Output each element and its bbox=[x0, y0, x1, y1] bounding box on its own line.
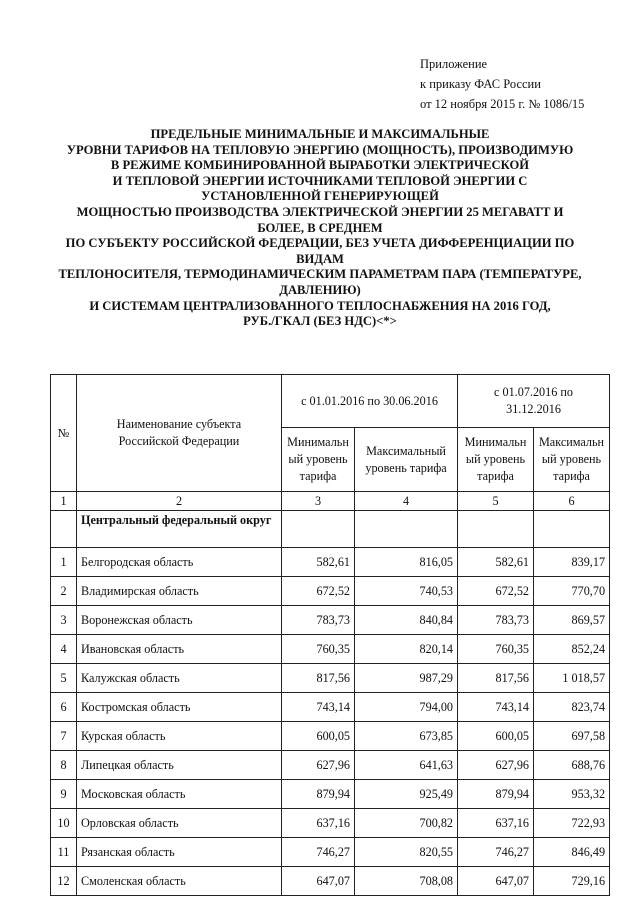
subject-name: Рязанская область bbox=[77, 838, 282, 867]
min-tariff-first-half: 600,05 bbox=[282, 722, 355, 751]
federal-district-name: Центральный федеральный округ bbox=[77, 511, 282, 548]
row-number: 12 bbox=[51, 867, 77, 896]
table-row bbox=[51, 577, 610, 606]
table-row bbox=[51, 693, 610, 722]
title-line: МОЩНОСТЬЮ ПРОИЗВОДСТВА ЭЛЕКТРИЧЕСКОЙ ЭНЕРГИИ 25 МЕГАВАТТ И bbox=[76, 204, 564, 219]
row-number: 5 bbox=[51, 664, 77, 693]
row-number: 10 bbox=[51, 809, 77, 838]
table-row bbox=[51, 867, 610, 896]
column-number-row bbox=[51, 492, 610, 511]
max-tariff-first-half: 987,29 bbox=[355, 664, 458, 693]
title-line: ПРЕДЕЛЬНЫЕ МИНИМАЛЬНЫЕ И МАКСИМАЛЬНЫЕ bbox=[150, 127, 490, 141]
max-tariff-first-half: 700,82 bbox=[355, 809, 458, 838]
table-row bbox=[51, 606, 610, 635]
max-tariff-first-half: 925,49 bbox=[355, 780, 458, 809]
max-tariff-second-half: 852,24 bbox=[534, 635, 610, 664]
row-number: 1 bbox=[51, 548, 77, 577]
row-number: 8 bbox=[51, 751, 77, 780]
max-tariff-first-half: 740,53 bbox=[355, 577, 458, 606]
min-tariff-second-half: 647,07 bbox=[458, 867, 534, 896]
subject-name: Орловская область bbox=[77, 809, 282, 838]
max-tariff-first-half: 820,55 bbox=[355, 838, 458, 867]
min-tariff-first-half: 672,52 bbox=[282, 577, 355, 606]
row-number: 3 bbox=[51, 606, 77, 635]
empty-cell bbox=[282, 511, 355, 548]
order-date-number: от 12 ноября 2015 г. № 1086/15 bbox=[420, 97, 585, 111]
title-line: РУБ./ГКАЛ (БЕЗ НДС)<*> bbox=[243, 314, 397, 329]
header-max-first-half: Максимальный уровень тарифа bbox=[355, 428, 458, 492]
min-tariff-second-half: 760,35 bbox=[458, 635, 534, 664]
min-tariff-first-half: 783,73 bbox=[282, 606, 355, 635]
max-tariff-second-half: 953,32 bbox=[534, 780, 610, 809]
row-number: 4 bbox=[51, 635, 77, 664]
title-line: И СИСТЕМАМ ЦЕНТРАЛИЗОВАННОГО ТЕПЛОСНАБЖЕНИЯ НА 2016 ГОД, bbox=[89, 298, 551, 313]
row-number: 6 bbox=[51, 693, 77, 722]
header-number: № bbox=[51, 375, 77, 492]
subject-name: Ивановская область bbox=[77, 635, 282, 664]
subject-name: Белгородская область bbox=[77, 548, 282, 577]
title-line: В РЕЖИМЕ КОМБИНИРОВАННОЙ ВЫРАБОТКИ ЭЛЕКТРИЧЕСКОЙ bbox=[110, 158, 530, 173]
min-tariff-first-half: 879,94 bbox=[282, 780, 355, 809]
min-tariff-second-half: 746,27 bbox=[458, 838, 534, 867]
column-number: 6 bbox=[534, 492, 610, 511]
max-tariff-second-half: 729,16 bbox=[534, 867, 610, 896]
title-line: ПО СУБЪЕКТУ РОССИЙСКОЙ ФЕДЕРАЦИИ, БЕЗ УЧЕТА ДИФФЕРЕНЦИАЦИИ ПО bbox=[65, 236, 575, 251]
header-row-periods bbox=[51, 375, 610, 428]
district-number-cell bbox=[51, 511, 77, 548]
min-tariff-first-half: 647,07 bbox=[282, 867, 355, 896]
table-row bbox=[51, 838, 610, 867]
max-tariff-second-half: 869,57 bbox=[534, 606, 610, 635]
min-tariff-second-half: 783,73 bbox=[458, 606, 534, 635]
title-line: УСТАНОВЛЕННОЙ ГЕНЕРИРУЮЩЕЙ bbox=[201, 189, 439, 204]
empty-cell bbox=[534, 511, 610, 548]
min-tariff-second-half: 817,56 bbox=[458, 664, 534, 693]
min-tariff-first-half: 817,56 bbox=[282, 664, 355, 693]
row-number: 7 bbox=[51, 722, 77, 751]
column-number: 5 bbox=[458, 492, 534, 511]
column-number: 2 bbox=[77, 492, 282, 511]
max-tariff-first-half: 820,14 bbox=[355, 635, 458, 664]
subject-name: Московская область bbox=[77, 780, 282, 809]
empty-cell bbox=[458, 511, 534, 548]
subject-name: Липецкая область bbox=[77, 751, 282, 780]
max-tariff-first-half: 794,00 bbox=[355, 693, 458, 722]
max-tariff-first-half: 816,05 bbox=[355, 548, 458, 577]
column-number: 3 bbox=[282, 492, 355, 511]
max-tariff-second-half: 722,93 bbox=[534, 809, 610, 838]
table-row bbox=[51, 722, 610, 751]
max-tariff-second-half: 823,74 bbox=[534, 693, 610, 722]
document-title bbox=[40, 127, 600, 330]
subject-name: Воронежская область bbox=[77, 606, 282, 635]
max-tariff-second-half: 839,17 bbox=[534, 548, 610, 577]
header-min-second-half: Минимальный уровень тарифа bbox=[458, 428, 534, 492]
column-number: 4 bbox=[355, 492, 458, 511]
order-reference: к приказу ФАС России bbox=[420, 77, 541, 91]
min-tariff-first-half: 743,14 bbox=[282, 693, 355, 722]
table-row bbox=[51, 780, 610, 809]
min-tariff-second-half: 672,52 bbox=[458, 577, 534, 606]
max-tariff-first-half: 673,85 bbox=[355, 722, 458, 751]
max-tariff-second-half: 1 018,57 bbox=[534, 664, 610, 693]
row-number: 11 bbox=[51, 838, 77, 867]
max-tariff-second-half: 697,58 bbox=[534, 722, 610, 751]
min-tariff-second-half: 743,14 bbox=[458, 693, 534, 722]
subject-name: Курская область bbox=[77, 722, 282, 751]
table-row bbox=[51, 809, 610, 838]
max-tariff-second-half: 846,49 bbox=[534, 838, 610, 867]
title-line: БОЛЕЕ, В СРЕДНЕМ bbox=[257, 220, 383, 235]
appendix-reference bbox=[420, 54, 630, 114]
tariff-table bbox=[50, 374, 610, 896]
title-line: УРОВНИ ТАРИФОВ НА ТЕПЛОВУЮ ЭНЕРГИЮ (МОЩНОСТЬ), ПРОИЗВОДИМУЮ bbox=[66, 142, 574, 157]
appendix-label: Приложение bbox=[420, 57, 488, 71]
min-tariff-first-half: 760,35 bbox=[282, 635, 355, 664]
row-number: 2 bbox=[51, 577, 77, 606]
subject-name: Калужская область bbox=[77, 664, 282, 693]
title-line: И ТЕПЛОВОЙ ЭНЕРГИИ ИСТОЧНИКАМИ ТЕПЛОВОЙ ЭНЕРГИИ С bbox=[112, 173, 528, 188]
table-row bbox=[51, 664, 610, 693]
max-tariff-second-half: 688,76 bbox=[534, 751, 610, 780]
subject-name: Владимирская область bbox=[77, 577, 282, 606]
header-min-first-half: Минимальный уровень тарифа bbox=[282, 428, 355, 492]
table-row bbox=[51, 635, 610, 664]
empty-cell bbox=[355, 511, 458, 548]
min-tariff-first-half: 637,16 bbox=[282, 809, 355, 838]
header-subject-name: Наименование субъекта Российской Федерации bbox=[77, 375, 282, 492]
min-tariff-first-half: 746,27 bbox=[282, 838, 355, 867]
min-tariff-second-half: 627,96 bbox=[458, 751, 534, 780]
table-row bbox=[51, 548, 610, 577]
title-line: ДАВЛЕНИЮ) bbox=[279, 282, 361, 297]
row-number: 9 bbox=[51, 780, 77, 809]
min-tariff-second-half: 879,94 bbox=[458, 780, 534, 809]
subject-name: Костромская область bbox=[77, 693, 282, 722]
max-tariff-first-half: 641,63 bbox=[355, 751, 458, 780]
min-tariff-first-half: 582,61 bbox=[282, 548, 355, 577]
subject-name: Смоленская область bbox=[77, 867, 282, 896]
federal-district-row bbox=[51, 511, 610, 548]
max-tariff-first-half: 708,08 bbox=[355, 867, 458, 896]
column-number: 1 bbox=[51, 492, 77, 511]
title-line: ВИДАМ bbox=[296, 251, 344, 266]
title-line: ТЕПЛОНОСИТЕЛЯ, ТЕРМОДИНАМИЧЕСКИМ ПАРАМЕТРАМ ПАРА (ТЕМПЕРАТУРЕ, bbox=[58, 267, 582, 282]
max-tariff-first-half: 840,84 bbox=[355, 606, 458, 635]
max-tariff-second-half: 770,70 bbox=[534, 577, 610, 606]
header-period-first-half: с 01.01.2016 по 30.06.2016 bbox=[282, 375, 458, 428]
min-tariff-second-half: 600,05 bbox=[458, 722, 534, 751]
header-max-second-half: Максимальный уровень тарифа bbox=[534, 428, 610, 492]
min-tariff-second-half: 637,16 bbox=[458, 809, 534, 838]
header-period-second-half: с 01.07.2016 по 31.12.2016 bbox=[458, 375, 610, 428]
min-tariff-second-half: 582,61 bbox=[458, 548, 534, 577]
min-tariff-first-half: 627,96 bbox=[282, 751, 355, 780]
table-row bbox=[51, 751, 610, 780]
